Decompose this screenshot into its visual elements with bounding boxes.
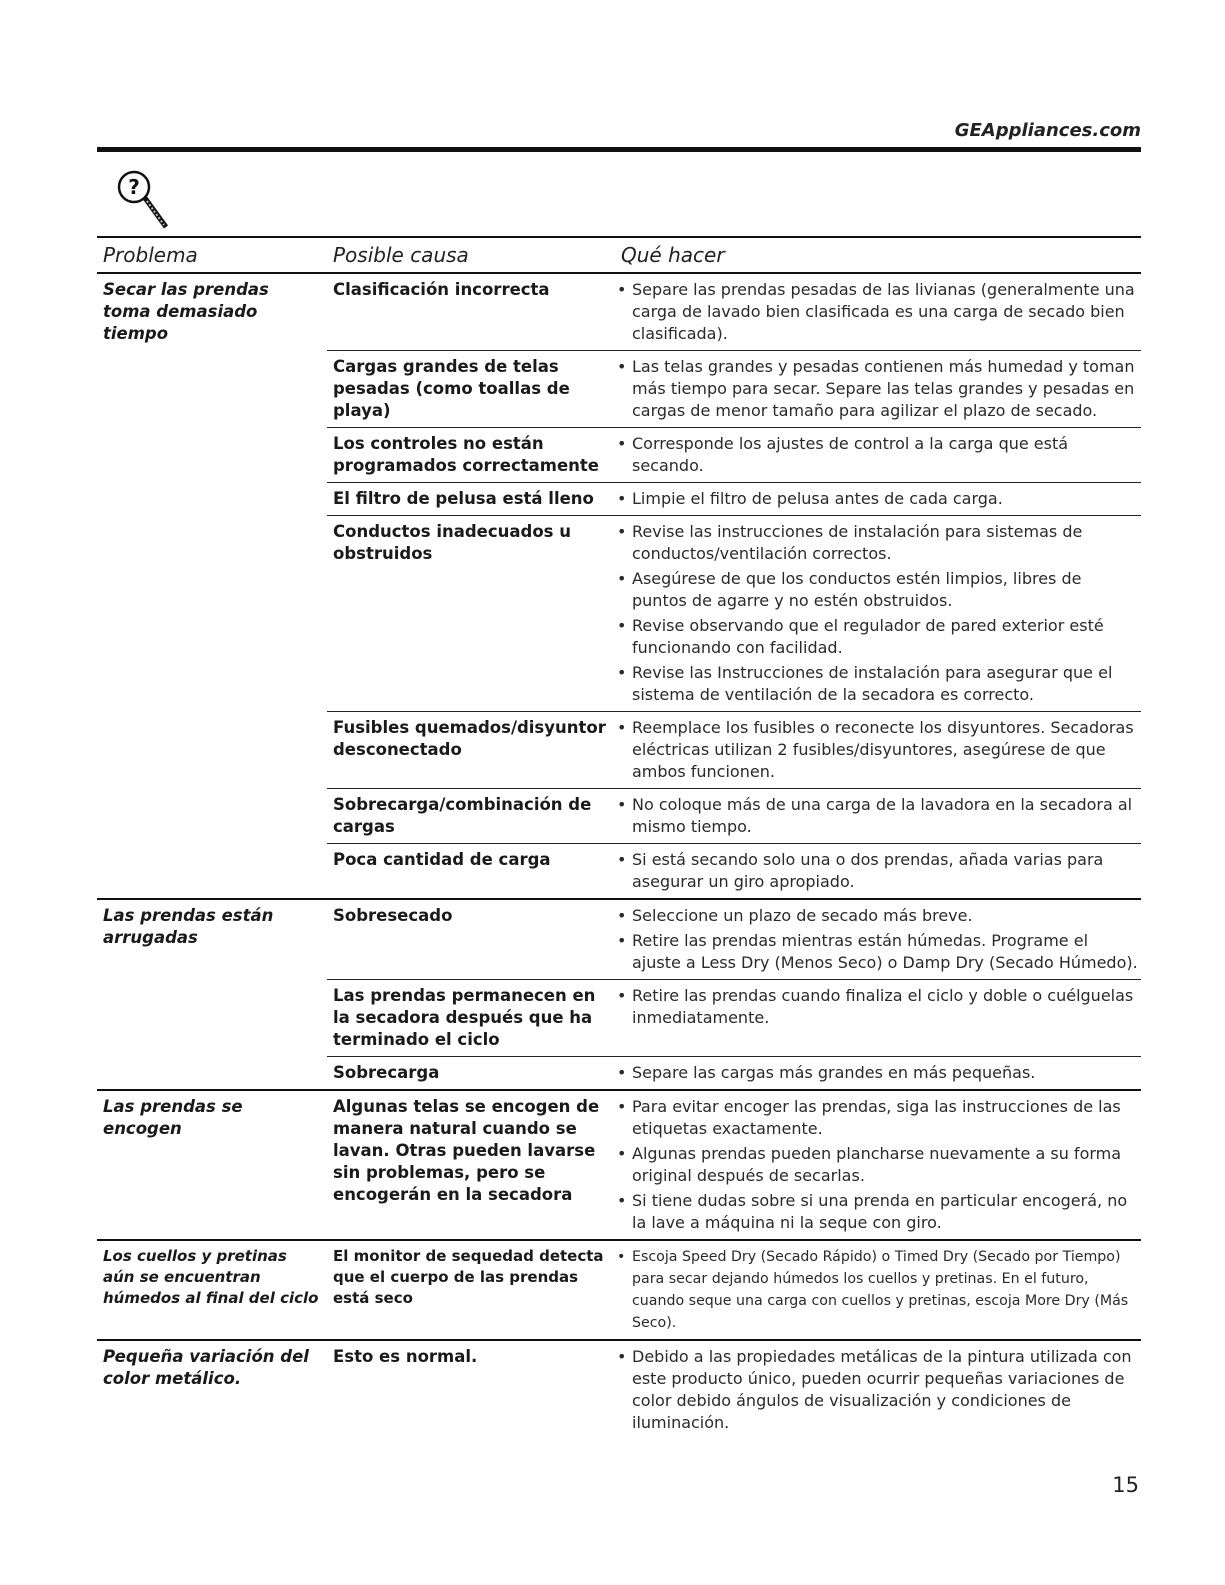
fix-item: Revise observando que el regulador de pared exterior esté funcionando con facilidad. [632, 616, 1104, 657]
cause-label: El monitor de sequedad detecta que el cuerpo de las prendas está seco [333, 1247, 604, 1307]
troubleshooting-table [97, 236, 1141, 1439]
problem-group [97, 274, 1141, 900]
problem-label: Las prendas se encogen [103, 1097, 243, 1138]
fix-cell: • Escoja Speed Dry (Secado Rápido) o Timed Dry (Secado por Tiempo) para secar dejando húmedos los cuellos y pretinas. En el futuro, cuando seque una carga con cuellos y pretinas, escoja More Dry (Más Seco). [617, 1246, 1141, 1334]
cause-label: El filtro de pelusa está lleno [333, 489, 594, 508]
problem-group [97, 1341, 1141, 1439]
problem-group [97, 1091, 1141, 1241]
table-row [327, 789, 1141, 844]
svg-text:?: ? [128, 175, 140, 199]
cause-label: Los controles no están programados correctamente [333, 434, 599, 475]
table-row [327, 1091, 1141, 1239]
fix-item: Debido a las propiedades metálicas de la pintura utilizada con este producto único, pueden ocurrir pequeñas variaciones de color debido ángulos de visualización y condiciones de iluminación. [632, 1347, 1132, 1432]
cause-label: Esto es normal. [333, 1347, 478, 1366]
cause-label: Cargas grandes de telas pesadas (como toallas de playa) [333, 357, 570, 420]
table-row [327, 1241, 1141, 1339]
header-rule [97, 147, 1141, 152]
cause-label: Clasificación incorrecta [333, 280, 550, 299]
table-row [327, 1057, 1141, 1089]
table-row [327, 483, 1141, 516]
fix-cell: • Retire las prendas cuando finaliza el ciclo y doble o cuélguelas inmediatamente. [617, 985, 1141, 1051]
cause-label: Sobrecarga/combinación de cargas [333, 795, 592, 836]
cause-label: Fusibles quemados/disyuntor desconectado [333, 718, 606, 759]
site-url: GEAppliances.com [954, 120, 1141, 141]
fix-cell: • Revise las instrucciones de instalación para sistemas de conductos/ventilación correctos. • Asegúrese de que los conductos estén limpios, libres de puntos de agarre y no estén obstruidos. • Revise observando que el regulador de pared exterior esté funcionando con facilidad. • Revise las Instrucciones de instalación para asegurar que el sistema de ventilación de la secadora es correcto. [617, 521, 1141, 706]
cause-label: Las prendas permanecen en la secadora después que ha terminado el ciclo [333, 986, 596, 1049]
cause-label: Conductos inadecuados u obstruidos [333, 522, 571, 563]
table-row [327, 1341, 1141, 1439]
fix-item: Las telas grandes y pesadas contienen más humedad y toman más tiempo para secar. Separe las telas grandes y pesadas en cargas de menor tamaño para agilizar el plazo de secado. [632, 357, 1135, 420]
problem-label: Pequeña variación del color metálico. [103, 1347, 309, 1388]
fix-cell: • Debido a las propiedades metálicas de la pintura utilizada con este producto único, pueden ocurrir pequeñas variaciones de color debido ángulos de visualización y condiciones de iluminación. [617, 1346, 1141, 1434]
troubleshooting-magnifier-icon [114, 167, 174, 233]
problem-label: Las prendas están arrugadas [103, 906, 274, 947]
cause-label: Sobrecarga [333, 1063, 440, 1082]
page-number: 15 [1112, 1473, 1139, 1497]
fix-item: No coloque más de una carga de la lavadora en la secadora al mismo tiempo. [632, 795, 1133, 836]
fix-cell: • Si está secando solo una o dos prendas, añada varias para asegurar un giro apropiado. [617, 849, 1141, 893]
fix-cell: • No coloque más de una carga de la lavadora en la secadora al mismo tiempo. [617, 794, 1141, 838]
fix-item: Corresponde los ajustes de control a la carga que está secando. [632, 434, 1069, 475]
header-cause: Posible causa [333, 243, 469, 267]
table-row [327, 274, 1141, 351]
problem-label: Los cuellos y pretinas aún se encuentran húmedos al final del ciclo [103, 1247, 319, 1307]
fix-item: Si está secando solo una o dos prendas, añada varias para asegurar un giro apropiado. [632, 850, 1104, 891]
fix-item: Retire las prendas mientras están húmedas. Programe el ajuste a Less Dry (Menos Seco) o Damp Dry (Secado Húmedo). [632, 931, 1138, 972]
fix-item: Reemplace los fusibles o reconecte los disyuntores. Secadoras eléctricas utilizan 2 fusibles/disyuntores, asegúrese de que ambos funcionen. [632, 718, 1134, 781]
cause-label: Algunas telas se encogen de manera natural cuando se lavan. Otras pueden lavarse sin problemas, pero se encogerán en la secadora [333, 1097, 600, 1204]
cause-label: Poca cantidad de carga [333, 850, 551, 869]
problem-label: Secar las prendas toma demasiado tiempo [103, 280, 269, 343]
fix-item: Algunas prendas pueden plancharse nuevamente a su forma original después de secarlas. [632, 1144, 1122, 1185]
fix-cell: • Para evitar encoger las prendas, siga las instrucciones de las etiquetas exactamente. • Algunas prendas pueden plancharse nuevamente a su forma original después de secarlas. • Si tiene dudas sobre si una prenda en particular encogerá, no la lave a máquina ni la seque con giro. [617, 1096, 1141, 1234]
fix-item: Si tiene dudas sobre si una prenda en particular encogerá, no la lave a máquina ni la seque con giro. [632, 1191, 1128, 1232]
fix-item: Para evitar encoger las prendas, siga las instrucciones de las etiquetas exactamente. [632, 1097, 1121, 1138]
header-fix: Qué hacer [621, 243, 725, 267]
fix-item: Limpie el filtro de pelusa antes de cada carga. [632, 489, 1003, 508]
fix-item: Revise las instrucciones de instalación para sistemas de conductos/ventilación correctos. [632, 522, 1083, 563]
problem-group [97, 900, 1141, 1091]
fix-item: Revise las Instrucciones de instalación para asegurar que el sistema de ventilación de la secadora es correcto. [632, 663, 1113, 704]
table-header [97, 238, 1141, 274]
table-row [327, 844, 1141, 898]
table-row [327, 351, 1141, 428]
fix-cell: • Seleccione un plazo de secado más breve. • Retire las prendas mientras están húmedas. Programe el ajuste a Less Dry (Menos Seco) o Damp Dry (Secado Húmedo). [617, 906, 1138, 972]
fix-cell: • Corresponde los ajustes de control a la carga que está secando. [617, 433, 1141, 477]
fix-item: Seleccione un plazo de secado más breve. [632, 906, 973, 925]
fix-item: Retire las prendas cuando finaliza el ciclo y doble o cuélguelas inmediatamente. [632, 986, 1134, 1027]
fix-cell: • Separe las prendas pesadas de las livianas (generalmente una carga de lavado bien clasificada es una carga de secado bien clasificada). [617, 279, 1141, 345]
fix-item: Escoja Speed Dry (Secado Rápido) o Timed Dry (Secado por Tiempo) para secar dejando húmedos los cuellos y pretinas. En el futuro, cuando seque una carga con cuellos y pretinas, escoja More Dry (Más Seco). [632, 1249, 1129, 1331]
header-problem: Problema [103, 243, 198, 267]
table-row [327, 980, 1141, 1057]
table-row [327, 428, 1141, 483]
cause-label: Sobresecado [333, 906, 453, 925]
fix-cell: • Las telas grandes y pesadas contienen más humedad y toman más tiempo para secar. Separe las telas grandes y pesadas en cargas de menor tamaño para agilizar el plazo de secado. [617, 356, 1141, 422]
fix-cell: • Limpie el filtro de pelusa antes de cada carga. [617, 488, 1141, 510]
fix-item: Separe las prendas pesadas de las livianas (generalmente una carga de lavado bien clasificada es una carga de secado bien clasificada). [632, 280, 1135, 343]
fix-item: Separe las cargas más grandes en más pequeñas. [632, 1063, 1036, 1082]
fix-cell: • Reemplace los fusibles o reconecte los disyuntores. Secadoras eléctricas utilizan 2 fusibles/disyuntores, asegúrese de que ambos funcionen. [617, 717, 1141, 783]
fix-item: Asegúrese de que los conductos estén limpios, libres de puntos de agarre y no estén obstruidos. [632, 569, 1082, 610]
table-row [327, 712, 1141, 789]
problem-group [97, 1241, 1141, 1341]
table-row [327, 516, 1141, 712]
table-row [327, 900, 1141, 980]
fix-cell: • Separe las cargas más grandes en más pequeñas. [617, 1062, 1141, 1084]
